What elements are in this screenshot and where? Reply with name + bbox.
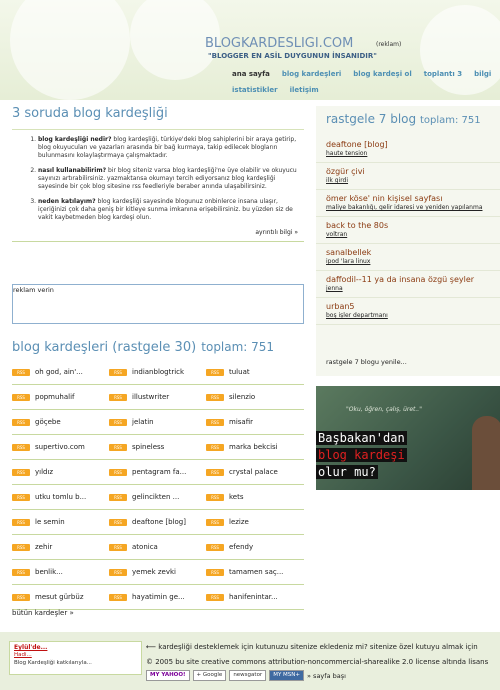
promo-banner[interactable] [316, 386, 500, 490]
newsgator-badge[interactable]: newsgator [229, 670, 266, 681]
random-blog-name[interactable]: sanalbellek [326, 248, 372, 257]
blog-link[interactable]: benlik... [35, 568, 63, 576]
blog-link[interactable]: supertivo.com [35, 443, 85, 451]
site-slogan: "BLOGGER EN ASİL DUYGUNUN İNSANIDIR" [208, 52, 377, 60]
blog-grid-cell [12, 593, 109, 601]
random-blog-name[interactable]: back to the 80s [326, 221, 389, 230]
blog-grid-cell [206, 418, 303, 426]
random-blogs-panel [316, 106, 500, 376]
rss-feed-icon[interactable]: RSS [12, 544, 30, 551]
nav-blog-kardesleri[interactable]: blog kardeşleri [281, 70, 342, 78]
blog-grid-cell [206, 593, 303, 601]
footer-support-text: ⟵ kardeşliği desteklemek için kutunuzu sitenize ekledeniz mi? sitenize özel kutuyu almak için [146, 643, 478, 651]
banner-chalk-text: "Oku, öğren, çalış, üret.." [346, 406, 422, 413]
blog-grid-row [12, 460, 304, 485]
blog-link[interactable]: popmuhalif [35, 393, 75, 401]
footer-promo-text: Blog Kardeşliği katkılarıyla... [14, 660, 92, 666]
blog-grid-cell [109, 443, 206, 451]
rss-feed-icon[interactable]: RSS [206, 369, 224, 376]
random-blog-item [316, 163, 500, 190]
all-blogs-link[interactable]: bütün kardeşler » [12, 609, 74, 617]
rss-feed-icon[interactable]: RSS [206, 444, 224, 451]
nav-toplanti-3[interactable]: toplantı 3 [423, 70, 463, 78]
blog-link[interactable]: hanifenintar... [229, 593, 278, 601]
blog-link[interactable]: göçebe [35, 418, 61, 426]
random-blog-latest-post[interactable]: maliye bakanlığı, gelir idaresi ve yeniden yapılanma [326, 204, 483, 211]
random-blog-name[interactable]: ömer köse' nin kişisel sayfası [326, 194, 443, 203]
random-blog-name[interactable]: özgür çivi [326, 167, 365, 176]
ad-label[interactable]: reklam verin [13, 286, 54, 294]
random-blog-item [316, 298, 500, 325]
random-blog-latest-post[interactable]: haute tension [326, 150, 368, 157]
blog-link[interactable]: zehir [35, 543, 53, 551]
random-blog-name[interactable]: urban5 [326, 302, 355, 311]
blog-grid-cell [109, 568, 206, 576]
blog-link[interactable]: utku tomlu b... [35, 493, 87, 501]
blog-grid-cell [12, 493, 109, 501]
rss-feed-icon[interactable]: RSS [206, 494, 224, 501]
blog-grid-cell [12, 368, 109, 376]
rss-feed-icon[interactable]: RSS [12, 519, 30, 526]
random-blog-item [316, 217, 500, 244]
blog-link[interactable]: lezize [229, 518, 249, 526]
rss-feed-icon[interactable]: RSS [206, 594, 224, 601]
my-msn-badge[interactable]: MY MSN+ [269, 670, 304, 681]
blog-grid-cell [206, 368, 303, 376]
blogs-heading [12, 336, 274, 355]
rss-feed-icon[interactable]: RSS [12, 394, 30, 401]
blog-link[interactable]: kets [229, 493, 244, 501]
blog-link[interactable]: mesut gürbüz [35, 593, 84, 601]
rss-feed-icon[interactable]: RSS [206, 569, 224, 576]
rss-feed-icon[interactable]: RSS [12, 444, 30, 451]
feed-badges [146, 670, 346, 681]
blog-grid-cell [109, 368, 206, 376]
blog-grid-cell [206, 468, 303, 476]
rss-feed-icon[interactable]: RSS [109, 419, 127, 426]
blog-grid-row [12, 535, 304, 560]
rss-feed-icon[interactable]: RSS [12, 569, 30, 576]
random-blog-item [316, 244, 500, 271]
rss-feed-icon[interactable]: RSS [109, 594, 127, 601]
blog-link[interactable]: gelincikten ... [132, 493, 180, 501]
blog-link[interactable]: le semin [35, 518, 65, 526]
blog-link[interactable]: misafir [229, 418, 253, 426]
ad-box[interactable] [12, 284, 304, 324]
blog-grid-cell [206, 543, 303, 551]
rss-feed-icon[interactable]: RSS [109, 444, 127, 451]
main-nav [232, 70, 500, 102]
blog-grid-cell [206, 393, 303, 401]
random-blogs-title: rastgele 7 blog toplam: 751 [326, 112, 481, 126]
blog-grid-cell [109, 543, 206, 551]
blog-grid-row [12, 435, 304, 460]
blog-grid-cell [109, 493, 206, 501]
rss-feed-icon[interactable]: RSS [109, 544, 127, 551]
banner-line-1: Başbakan'dan [318, 431, 405, 445]
blog-grid-row [12, 510, 304, 535]
blog-link[interactable]: indianblogtrick [132, 368, 185, 376]
blog-link[interactable]: atonica [132, 543, 158, 551]
site-logo[interactable]: BLOGKARDESLIGI.COM [205, 36, 354, 51]
rss-feed-icon[interactable]: RSS [109, 469, 127, 476]
nav-iletisim[interactable]: iletişim [289, 86, 319, 94]
blog-link[interactable]: tuluat [229, 368, 250, 376]
blog-link[interactable]: yıldız [35, 468, 54, 476]
faq-title: 3 soruda blog kardeşliği [12, 106, 168, 121]
google-badge[interactable]: + Google [193, 670, 227, 681]
blog-grid-row [12, 585, 304, 610]
nav-istatistikler[interactable]: istatistikler [232, 86, 278, 94]
rss-feed-icon[interactable]: RSS [12, 369, 30, 376]
nav-blog-kardesi-ol[interactable]: blog kardeşi ol [353, 70, 412, 78]
rss-feed-icon[interactable]: RSS [206, 419, 224, 426]
random-blog-latest-post[interactable]: jenna [326, 285, 343, 292]
more-info-link[interactable]: ayrıntılı bilgi » [255, 229, 298, 236]
rss-feed-icon[interactable]: RSS [206, 394, 224, 401]
rss-feed-icon[interactable]: RSS [206, 519, 224, 526]
blog-grid-cell [206, 493, 303, 501]
rss-feed-icon[interactable]: RSS [109, 494, 127, 501]
blog-link[interactable]: oh god, ain'... [35, 368, 83, 376]
blog-grid-cell [109, 393, 206, 401]
blog-link[interactable]: tamamen saç... [229, 568, 284, 576]
random-blog-item [316, 271, 500, 298]
random-blog-latest-post[interactable]: ipod 'lara linux [326, 258, 371, 265]
rss-feed-icon[interactable]: RSS [109, 369, 127, 376]
blog-link[interactable]: deaftone [blog] [132, 518, 186, 526]
blog-link[interactable]: hayatimin ge... [132, 593, 185, 601]
rss-feed-icon[interactable]: RSS [206, 469, 224, 476]
blog-grid-cell [109, 418, 206, 426]
site-header [0, 0, 500, 100]
random-blog-name[interactable]: deaftone [blog] [326, 140, 388, 149]
blog-link[interactable]: illustwriter [132, 393, 170, 401]
blogs-total: toplam: 751 [201, 340, 275, 354]
footer-promo-box [9, 641, 142, 675]
header-reklam-link[interactable]: (reklam) [376, 41, 402, 48]
faq-section [12, 106, 304, 242]
nav-bilgi[interactable]: bilgi [474, 70, 492, 78]
blog-grid-cell [12, 393, 109, 401]
faq-item: 1. blog kardeşliği nedir? blog kardeşliği, türkiye'deki blog sahiplerini bir araya getirip, blog okuyucuları ve yazarları arasında bir bağ kurmaya, takip edilecek blogların bulunmasını kolaylaştırmaya çalışmaktadır. [38, 136, 298, 160]
blog-link[interactable]: yemek zevki [132, 568, 176, 576]
blog-grid-row [12, 485, 304, 510]
random-blog-item [316, 190, 500, 217]
random-blog-item [316, 136, 500, 163]
banner-line-2: blog kardeşi [318, 448, 405, 462]
blog-grid-cell [12, 543, 109, 551]
blog-grid-cell [12, 418, 109, 426]
blog-grid-row [12, 410, 304, 435]
random-blog-latest-post[interactable]: ilk girdi [326, 177, 349, 184]
page-top-link[interactable]: » sayfa başı [307, 671, 346, 680]
blog-grid-cell [206, 518, 303, 526]
blog-grid-row [12, 360, 304, 385]
blog-grid-cell [206, 568, 303, 576]
random-blogs-list [316, 136, 500, 325]
refresh-random-link[interactable]: rastgele 7 blogu yenile... [326, 358, 407, 366]
blog-grid-cell [12, 568, 109, 576]
banner-line-3: olur mu? [318, 465, 376, 479]
rss-feed-icon[interactable]: RSS [12, 469, 30, 476]
blog-grid [12, 360, 304, 610]
blogs-title: blog kardeşleri (rastgele 30) [12, 340, 197, 355]
blog-link[interactable]: efendy [229, 543, 254, 551]
rss-feed-icon[interactable]: RSS [109, 519, 127, 526]
rss-feed-icon[interactable]: RSS [109, 569, 127, 576]
blog-grid-cell [12, 443, 109, 451]
footer-promo-title[interactable]: Eylül'de... [14, 644, 48, 651]
blog-link[interactable]: pentagram fa... [132, 468, 187, 476]
rss-feed-icon[interactable]: RSS [206, 544, 224, 551]
blog-grid-row [12, 385, 304, 410]
random-blog-latest-post[interactable]: voltran [326, 231, 348, 238]
blog-link[interactable]: marka bekcisi [229, 443, 278, 451]
blog-grid-cell [109, 468, 206, 476]
my-yahoo-badge[interactable]: MY YAHOO! [146, 670, 190, 681]
blog-grid-cell [206, 443, 303, 451]
faq-item: 2. nasıl kullanabilirim? bir blog siteniz varsa blog kardeşliği'ne üye olabilir ve okuyucu sayınızı artırabilirsiniz. yazmaktansa okumayı tercih ediyorsanız blog kardeşliği sayesinde bir çok blog sitesine rss feedleriyle beraber anında ulaşabilirsiniz. [38, 167, 298, 191]
rss-feed-icon[interactable]: RSS [12, 494, 30, 501]
blog-grid-cell [12, 518, 109, 526]
footer-promo-link[interactable]: Hadi... [14, 652, 32, 658]
blog-grid-cell [109, 593, 206, 601]
blog-grid-row [12, 560, 304, 585]
blog-link[interactable]: spineless [132, 443, 165, 451]
blog-link[interactable]: silenzio [229, 393, 256, 401]
blog-grid-cell [12, 468, 109, 476]
rss-feed-icon[interactable]: RSS [12, 594, 30, 601]
blog-grid-cell [109, 518, 206, 526]
blog-link[interactable]: crystal palace [229, 468, 278, 476]
rss-feed-icon[interactable]: RSS [109, 394, 127, 401]
faq-item: 3. neden katılayım? blog kardeşliği sayesinde blogunuz onbinlerce insana ulaşır, içeriğinizi çok daha geniş bir kitleye sunma imkanına erişebilirsiniz. bu yüzden siz de vakit kaybetmeden blog kardeşi olun. [38, 198, 298, 222]
random-blog-name[interactable]: daffodil--11 ya da insana özgü şeyler [326, 275, 475, 284]
blog-link[interactable]: jelatin [132, 418, 154, 426]
random-blog-latest-post[interactable]: boş işler departmanı [326, 312, 388, 319]
rss-feed-icon[interactable]: RSS [12, 419, 30, 426]
footer-license-text: © 2005 bu site creative commons attribution-noncommercial-sharealike 2.0 license altında lisans [146, 658, 489, 666]
person-image [472, 416, 500, 490]
nav-ana-sayfa[interactable]: ana sayfa [232, 70, 270, 78]
faq-box [12, 129, 304, 242]
